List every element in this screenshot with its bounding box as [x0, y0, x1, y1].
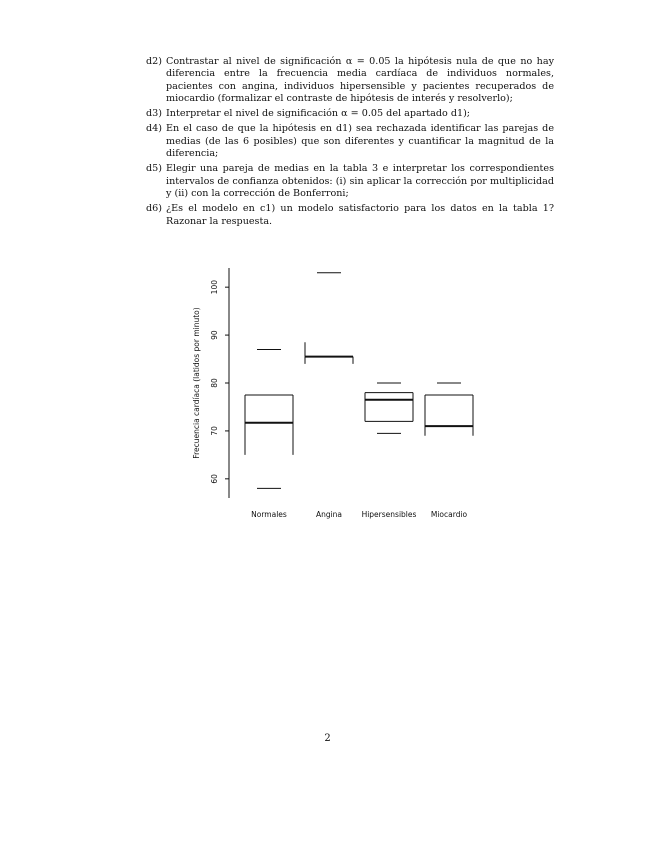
- y-tick-label: 80: [210, 378, 219, 388]
- item-label: d3): [146, 108, 162, 120]
- boxes: [245, 273, 473, 519]
- item-label: d5): [146, 163, 162, 175]
- item-label: d2): [146, 56, 162, 67]
- item-text: Interpretar el nivel de significación α = 0.05 del apartado d1);: [166, 108, 471, 120]
- box-miocardio: [425, 383, 473, 519]
- category-label: Normales: [251, 510, 287, 519]
- box-angina: [305, 273, 353, 519]
- item-text: Elegir una pareja de medias en la tabla 3 e interpretar los correspondientes intervalos de confianza obtenidos: (i) sin aplicar la corrección por multiplicidad y (ii) con la corrección de Bonferroni;: [166, 163, 554, 199]
- y-tick-label: 60: [210, 474, 219, 484]
- y-tick-label: 100: [210, 280, 219, 295]
- category-label: Angina: [315, 510, 343, 519]
- category-label: Hipersensibles: [361, 510, 417, 519]
- y-tick-label: 70: [210, 426, 219, 436]
- item-label: d4): [146, 123, 162, 135]
- item-text: Contrastar al nivel de significación α = 0.05 la hipótesis nula de que no hay diferencia entre la frecuencia media cardíaca de individuos normales, pacientes con angina, individuos hipersensible y pacientes recuperados de miocardio (formalizar el contraste de hipótesis de interés y resolverlo);: [166, 56, 554, 104]
- y-axis-label: Frecuencia cardíaca (latidos por minuto): [192, 307, 201, 459]
- item-text: En el caso de que la hipótesis en d1) sea rechazada identificar las parejas de medias (de las 6 posibles) que son diferentes y cuantificar la magnitud de la diferencia;: [166, 123, 554, 160]
- category-label: Miocardio: [430, 510, 468, 519]
- page-number: 2: [324, 733, 331, 744]
- y-axis: [210, 268, 229, 498]
- box-normales: [245, 349, 293, 519]
- item-text: ¿Es el modelo en c1) un modelo satisfactorio para los datos en la tabla 1? Razonar la respuesta.: [166, 203, 554, 227]
- item-label: d6): [146, 203, 162, 215]
- box-hipersensibles: [362, 383, 417, 519]
- y-tick-label: 90: [210, 330, 219, 340]
